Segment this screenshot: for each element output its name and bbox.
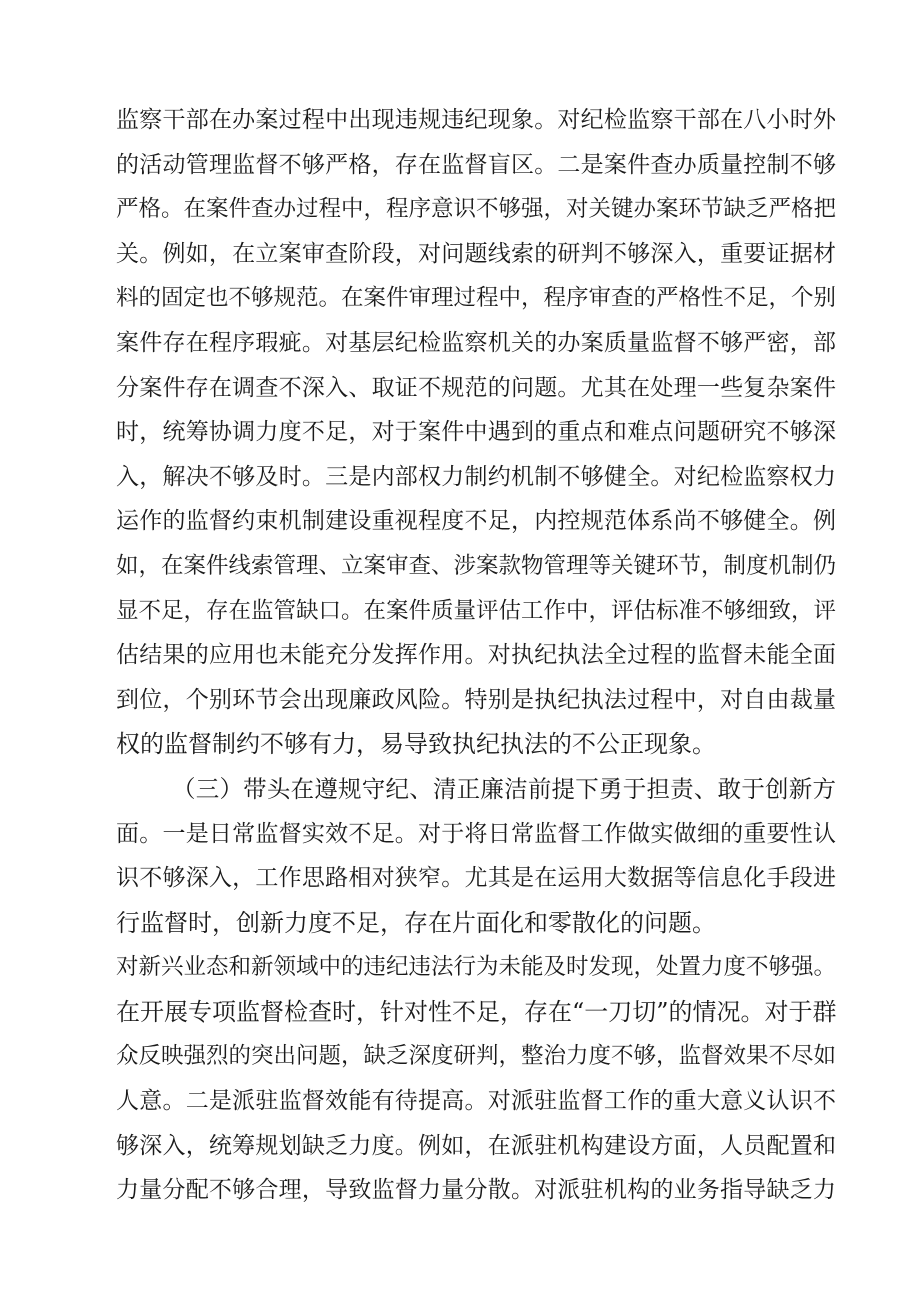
text-line-9: 入，解决不够及时。三是内部权力制约机制不够健全。对纪检监察权力 bbox=[116, 463, 836, 490]
text-line-18: 识不够深入，工作思路相对狭窄。尤其是在运用大数据等信息化手段进 bbox=[116, 865, 836, 892]
text-line-20: 对新兴业态和新领域中的违纪违法行为未能及时发现，处置力度不够强。 bbox=[116, 954, 837, 981]
text-line-24: 够深入，统筹规划缺乏力度。例如，在派驻机构建设方面，人员配置和 bbox=[116, 1132, 836, 1159]
text-line-5: 料的固定也不够规范。在案件审理过程中，程序审查的严格性不足，个别 bbox=[116, 285, 837, 312]
text-line-4: 关。例如，在立案审查阶段，对问题线索的研判不够深入，重要证据材 bbox=[116, 240, 836, 267]
text-line-7: 分案件存在调查不深入、取证不规范的问题。尤其在处理一些复杂案件 bbox=[116, 374, 836, 401]
text-line-22: 众反映强烈的突出问题，缺乏深度研判，整治力度不够，监督效果不尽如 bbox=[116, 1043, 837, 1070]
text-line-1: 监察干部在办案过程中出现违规违纪现象。对纪检监察干部在八小时外 bbox=[116, 107, 836, 133]
text-line-19: 行监督时，创新力度不足，存在片面化和零散化的问题。 bbox=[116, 908, 716, 937]
text-line-10: 运作的监督约束机制建设重视程度不足，内控规范体系尚不够健全。例 bbox=[116, 508, 836, 535]
text-line-8: 时，统筹协调力度不足，对于案件中遇到的重点和难点问题研究不够深 bbox=[116, 419, 836, 446]
body-text bbox=[116, 98, 836, 1213]
text-line-14: 到位，个别环节会出现廉政风险。特别是执纪执法过程中，对自由裁量 bbox=[116, 686, 836, 713]
text-line-15: 权的监督制约不够有力，易导致执纪执法的不公正现象。 bbox=[116, 730, 716, 759]
text-line-11: 如，在案件线索管理、立案审查、涉案款物管理等关键环节，制度机制仍 bbox=[116, 552, 837, 579]
text-line-21: 在开展专项监督检查时，针对性不足，存在“一刀切”的情况。对于群 bbox=[116, 997, 837, 1026]
text-line-6: 案件存在程序瑕疵。对基层纪检监察机关的办案质量监督不够严密，部 bbox=[116, 329, 836, 356]
text-line-3: 严格。在案件查办过程中，程序意识不够强，对关键办案环节缺乏严格把 bbox=[116, 196, 837, 223]
text-line-17: 面。一是日常监督实效不足。对于将日常监督工作做实做细的重要性认 bbox=[116, 820, 836, 847]
text-line-13: 估结果的应用也未能充分发挥作用。对执纪执法全过程的监督未能全面 bbox=[116, 642, 836, 669]
text-line-2: 的活动管理监督不够严格，存在监督盲区。二是案件查办质量控制不够 bbox=[116, 151, 836, 178]
text-line-12: 显不足，存在监管缺口。在案件质量评估工作中，评估标准不够细致，评 bbox=[116, 597, 837, 624]
text-line-25: 力量分配不够合理，导致监督力量分散。对派驻机构的业务指导缺乏力 bbox=[116, 1177, 836, 1204]
text-line-23: 人意。二是派驻监督效能有待提高。对派驻监督工作的重大意义认识不 bbox=[116, 1088, 836, 1115]
section-heading-line: （三）带头在遵规守纪、清正廉洁前提下勇于担责、敢于创新方 bbox=[172, 774, 836, 803]
